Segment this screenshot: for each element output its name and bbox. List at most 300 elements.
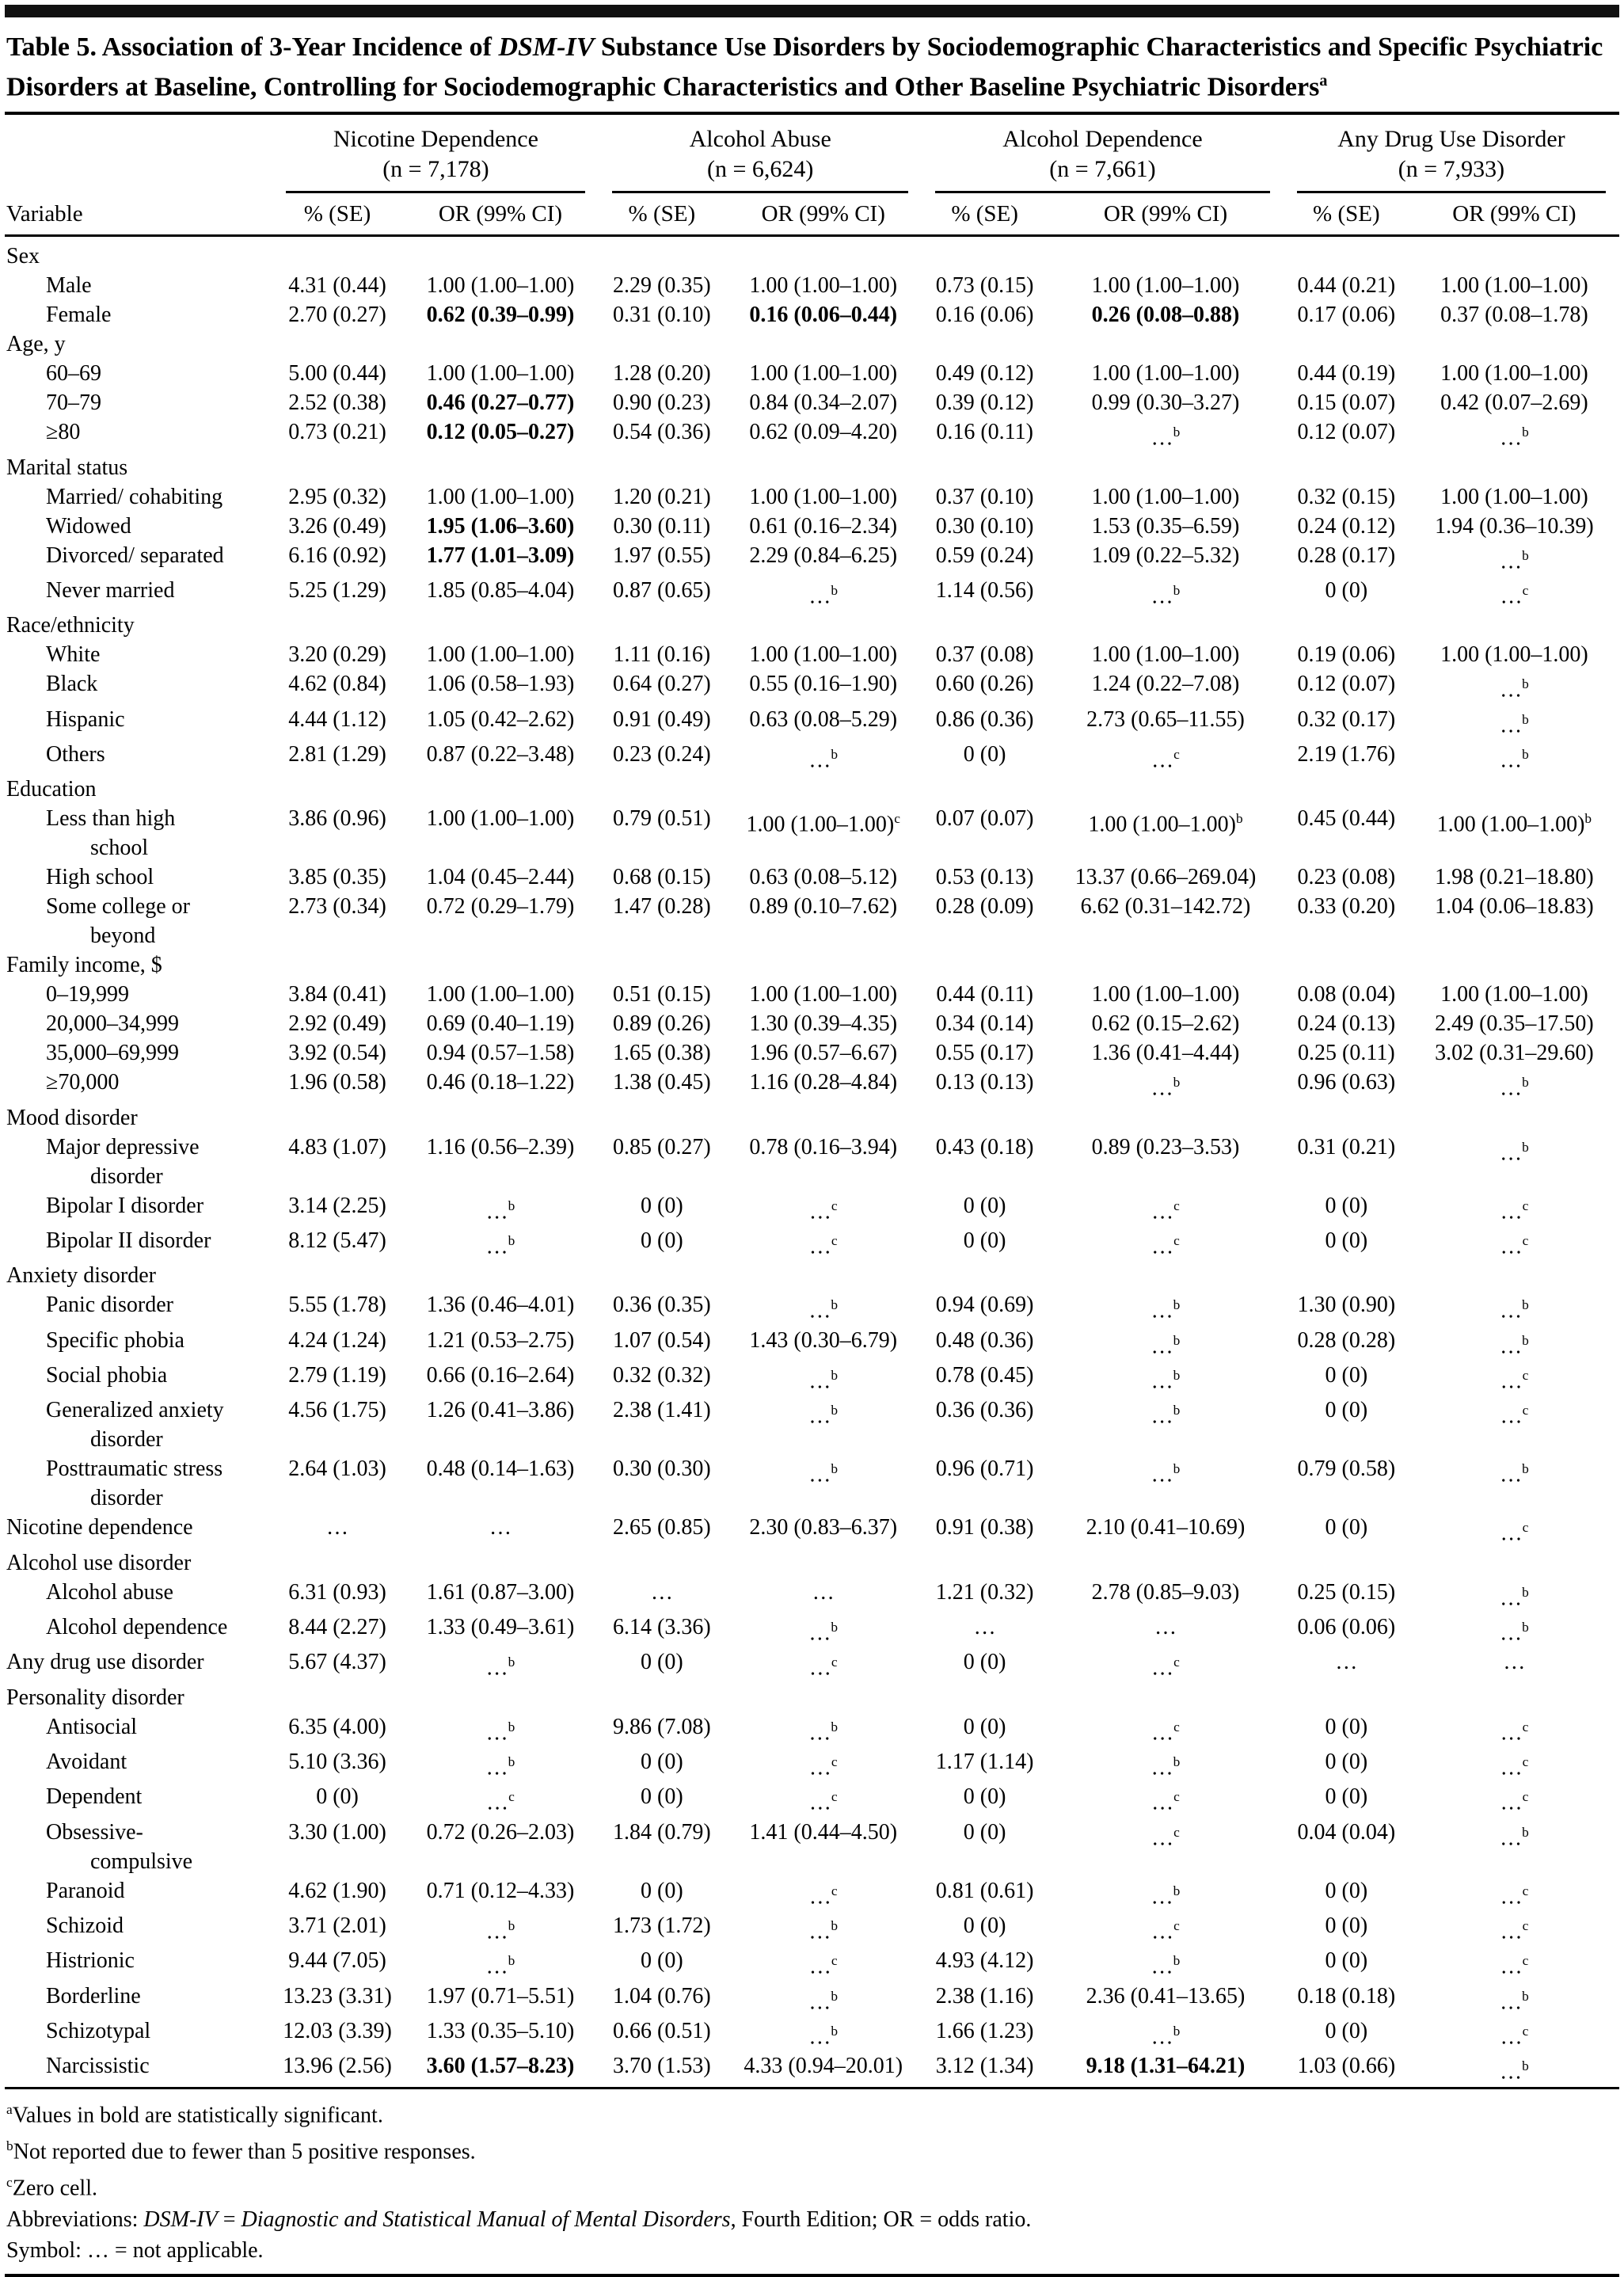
table-row [5, 740, 1619, 775]
value-cell: 1.97 (0.55) [613, 543, 711, 568]
value-cell: 1.28 (0.20) [613, 361, 711, 386]
value-cell: 1.00 (1.00–1.00) [1091, 484, 1240, 509]
value-cell: 0.62 (0.09–4.20) [749, 420, 898, 445]
row-label: Bipolar I disorder [46, 1193, 204, 1218]
value-cell: 0 (0) [1325, 1193, 1368, 1218]
value-cell: 1.36 (0.41–4.44) [1091, 1041, 1240, 1066]
value-cell: …$^b$ [808, 1917, 839, 1944]
value-cell: 2.78 (0.85–9.03) [1091, 1579, 1240, 1605]
value-cell: …$^b$ [1150, 2023, 1181, 2050]
value-cell: 2.95 (0.32) [288, 484, 386, 509]
value-cell: 1.20 (0.21) [613, 484, 711, 509]
value-cell: 1.11 (0.16) [613, 642, 711, 668]
value-cell: 0.25 (0.11) [1298, 1041, 1395, 1066]
value-cell: 1.09 (0.22–5.32) [1091, 543, 1240, 568]
value-cell: …$^b$ [1150, 1753, 1181, 1780]
row-label: Schizotypal [46, 2018, 151, 2043]
value-cell: 0.73 (0.15) [935, 273, 1034, 299]
value-cell: 0.55 (0.16–1.90) [749, 672, 898, 697]
value-cell: 3.60 (1.57–8.23) [426, 2054, 575, 2079]
subcolumn-header: % (SE) [1284, 194, 1409, 236]
table-row [5, 359, 1619, 388]
row-label: Schizoid [46, 1913, 124, 1938]
group-header: Alcohol Abuse (n = 6,624) [599, 115, 922, 194]
value-cell: …$^b$ [1500, 676, 1529, 703]
value-cell: 0.24 (0.13) [1297, 1011, 1396, 1037]
row-label: ≥80 [46, 420, 81, 445]
value-cell: 0.31 (0.10) [613, 303, 711, 328]
value-cell: 3.12 (1.34) [935, 2054, 1034, 2079]
value-cell: 12.03 (3.39) [283, 2018, 392, 2043]
value-cell: 0.66 (0.16–2.64) [426, 1362, 575, 1388]
row-label: Major depressive disorder [46, 1134, 200, 1189]
value-cell: 2.29 (0.35) [613, 273, 711, 299]
value-cell: 0.17 (0.06) [1297, 303, 1396, 328]
value-cell: 1.04 (0.06–18.83) [1435, 894, 1594, 920]
value-cell: …$^c$ [1500, 1232, 1529, 1259]
value-cell: 0.18 (0.18) [1297, 1983, 1396, 2009]
value-cell: …$^c$ [1151, 1789, 1180, 1815]
value-cell: …$^b$ [485, 1232, 515, 1259]
section-label: Age, y [6, 332, 66, 357]
value-cell: 0 (0) [1325, 1714, 1368, 1739]
value-cell: 4.62 (0.84) [288, 672, 386, 697]
value-cell: …$^c$ [808, 1232, 838, 1259]
value-cell: 0 (0) [1325, 2018, 1368, 2043]
value-cell: 5.55 (1.78) [288, 1293, 386, 1318]
value-cell: 1.96 (0.57–6.67) [749, 1041, 898, 1066]
value-cell: 0.94 (0.69) [935, 1293, 1034, 1318]
value-cell: 1.38 (0.45) [613, 1070, 711, 1095]
value-cell: 0.44 (0.11) [936, 982, 1033, 1007]
section-row [5, 236, 1619, 272]
value-cell: 1.53 (0.35–6.59) [1091, 513, 1240, 539]
value-cell: 0 (0) [641, 1228, 683, 1253]
value-cell: 0.62 (0.39–0.99) [426, 303, 575, 328]
value-cell: 0.90 (0.23) [613, 390, 711, 416]
value-cell: …$^b$ [1150, 582, 1181, 609]
value-cell: … [1503, 1650, 1526, 1675]
value-cell: 6.31 (0.93) [288, 1579, 386, 1605]
table-row [5, 417, 1619, 452]
value-cell: …$^c$ [1500, 2023, 1529, 2050]
value-cell: 6.16 (0.92) [288, 543, 386, 568]
table-row [5, 1226, 1619, 1261]
variable-column-header: Variable [5, 115, 272, 236]
value-cell: 0.33 (0.20) [1297, 894, 1396, 920]
value-cell: 0.91 (0.38) [935, 1515, 1034, 1540]
section-row [5, 1548, 1619, 1578]
value-cell: …$^c$ [808, 1753, 838, 1780]
value-cell: 0.44 (0.21) [1297, 273, 1396, 299]
value-cell: …$^b$ [1150, 1297, 1181, 1323]
value-cell: 0 (0) [963, 1650, 1006, 1675]
value-cell: …$^c$ [1500, 1953, 1529, 1979]
value-cell: …$^b$ [485, 1654, 515, 1681]
value-cell: 1.36 (0.46–4.01) [426, 1293, 575, 1318]
footnote-line: Symbol: … = not applicable. [6, 2237, 264, 2263]
value-cell: 0.26 (0.08–0.88) [1091, 303, 1240, 328]
value-cell: 1.47 (0.28) [613, 894, 711, 920]
table-row [5, 482, 1619, 512]
value-cell: 0.59 (0.24) [935, 543, 1034, 568]
value-cell: … [650, 1579, 673, 1605]
row-label: Never married [46, 577, 175, 603]
top-rule-bar [5, 5, 1619, 17]
value-cell: …$^b$ [1150, 425, 1181, 451]
value-cell: 0.36 (0.35) [613, 1293, 711, 1318]
subcolumn-header: OR (99% CI) [402, 194, 599, 236]
value-cell: 1.77 (1.01–3.09) [426, 543, 575, 568]
value-cell: 0.72 (0.26–2.03) [426, 1819, 575, 1845]
footnote-line: Abbreviations: DSM-IV = Diagnostic and Statistical Manual of Mental Disorders, Fourth Edition; OR = odds ratio. [6, 2207, 1032, 2232]
table-row [5, 669, 1619, 704]
value-cell: 0.31 (0.21) [1297, 1134, 1396, 1159]
row-label: Alcohol dependence [46, 1614, 228, 1639]
value-cell: 0.28 (0.17) [1297, 543, 1396, 568]
value-cell: 2.19 (1.76) [1297, 741, 1396, 767]
value-cell: 0 (0) [1325, 1913, 1368, 1938]
value-cell: …$^c$ [1151, 1232, 1180, 1259]
value-cell: 0.08 (0.04) [1297, 982, 1396, 1007]
section-label: Mood disorder [6, 1105, 138, 1130]
value-cell: 0.81 (0.61) [935, 1878, 1034, 1903]
table-row [5, 1712, 1619, 1747]
value-cell: … [1335, 1650, 1358, 1675]
value-cell: 9.18 (1.31–64.21) [1086, 2054, 1246, 2079]
value-cell: 0.36 (0.36) [935, 1398, 1034, 1423]
value-cell: 1.00 (1.00–1.00) [426, 806, 575, 832]
value-cell: 0.55 (0.17) [935, 1041, 1034, 1066]
value-cell: 2.73 (0.65–11.55) [1086, 706, 1245, 732]
section-row [5, 611, 1619, 640]
section-row [5, 775, 1619, 804]
value-cell: 0 (0) [641, 1878, 683, 1903]
value-cell: … [326, 1515, 349, 1540]
value-cell: 0.06 (0.06) [1297, 1614, 1396, 1639]
value-cell: 0 (0) [316, 1784, 359, 1810]
value-cell: 0.13 (0.13) [935, 1070, 1034, 1095]
value-cell: 1.00 (1.00–1.00) [749, 484, 898, 509]
row-label: Posttraumatic stress disorder [46, 1456, 223, 1511]
value-cell: 1.00 (1.00–1.00) [426, 982, 575, 1007]
section-label: Education [6, 777, 97, 802]
subcolumn-header: % (SE) [272, 194, 401, 236]
value-cell: 0.34 (0.14) [935, 1011, 1034, 1037]
value-cell: 0.66 (0.51) [613, 2018, 711, 2043]
value-cell: 1.73 (1.72) [613, 1913, 711, 1938]
table-row [5, 1982, 1619, 2016]
value-cell: 0.16 (0.06) [935, 303, 1034, 328]
value-cell: 1.00 (1.00–1.00) [1440, 484, 1588, 509]
value-cell: 0.46 (0.18–1.22) [426, 1070, 575, 1095]
value-cell: …$^c$ [1500, 1403, 1529, 1429]
value-cell: …$^b$ [1500, 1461, 1529, 1487]
value-cell: …$^c$ [1500, 1198, 1529, 1224]
value-cell: 3.70 (1.53) [613, 2054, 711, 2079]
value-cell: 0.37 (0.08–1.78) [1440, 303, 1588, 328]
value-cell: …$^c$ [1500, 582, 1529, 609]
row-label: Paranoid [46, 1878, 125, 1903]
value-cell: …$^c$ [1500, 1789, 1529, 1815]
value-cell: 0.28 (0.09) [935, 894, 1034, 920]
value-cell: 0.51 (0.15) [613, 982, 711, 1007]
value-cell: 3.14 (2.25) [288, 1193, 386, 1218]
row-label: Panic disorder [46, 1293, 173, 1318]
table-row [5, 1876, 1619, 1911]
value-cell: …$^b$ [1500, 2058, 1529, 2085]
value-cell: …$^b$ [1150, 1075, 1181, 1101]
value-cell: 1.00 (1.00–1.00) [1091, 361, 1240, 386]
table-body [5, 236, 1619, 2087]
value-cell: 0 (0) [1325, 1398, 1368, 1423]
value-cell: …$^b$ [1150, 1403, 1181, 1429]
value-cell: 0 (0) [963, 1819, 1006, 1845]
row-label: Obsessive- compulsive [46, 1819, 193, 1874]
row-label: ≥70,000 [46, 1070, 120, 1095]
value-cell: 0.24 (0.12) [1297, 513, 1396, 539]
section-label: Race/ethnicity [6, 613, 135, 638]
value-cell: 0.32 (0.15) [1297, 484, 1396, 509]
value-cell: 1.00 (1.00–1.00) [426, 273, 575, 299]
value-cell: …$^b$ [808, 1719, 839, 1745]
value-cell: 3.20 (0.29) [288, 642, 386, 668]
value-cell: 0.45 (0.44) [1297, 806, 1396, 832]
row-label: Hispanic [46, 706, 125, 732]
footnote-line: $^c$Zero cell. [6, 2175, 97, 2201]
table-title: Table 5. Association of 3-Year Incidence of DSM-IV Substance Use Disorders by Sociodemographic Characteristics and Specific Psychiatric Disorders at Baseline, Controlling for Sociodemographic Characteristics and Other Baseline Psychiatric Disorders$^a$ [6, 32, 1603, 102]
row-label: Male [46, 273, 92, 299]
value-cell: 2.10 (0.41–10.69) [1086, 1515, 1246, 1540]
value-cell: …$^c$ [1151, 1824, 1180, 1850]
row-label: Social phobia [46, 1362, 168, 1388]
value-cell: 0.78 (0.16–3.94) [749, 1134, 898, 1159]
value-cell: 2.36 (0.41–13.65) [1086, 1983, 1246, 2009]
section-row [5, 950, 1619, 980]
table-header [5, 115, 1619, 236]
value-cell: …$^b$ [1150, 1953, 1181, 1979]
value-cell: 0 (0) [641, 1948, 683, 1974]
group-header: Nicotine Dependence (n = 7,178) [272, 115, 599, 194]
value-cell: 0.54 (0.36) [613, 420, 711, 445]
table-row [5, 2051, 1619, 2086]
value-cell: 0.89 (0.10–7.62) [749, 894, 898, 920]
value-cell: …$^b$ [1500, 746, 1529, 773]
value-cell: 0.46 (0.27–0.77) [426, 390, 575, 416]
value-cell: 0 (0) [1325, 1749, 1368, 1774]
value-cell: 13.96 (2.56) [283, 2054, 392, 2079]
value-cell: 1.14 (0.56) [935, 577, 1034, 603]
value-cell: 0.91 (0.49) [613, 706, 711, 732]
section-label: Marital status [6, 455, 128, 480]
value-cell: 1.84 (0.79) [613, 1819, 711, 1845]
value-cell: …$^b$ [1150, 1883, 1181, 1909]
value-cell: …$^c$ [486, 1789, 515, 1815]
value-cell: …$^b$ [808, 1403, 839, 1429]
value-cell: 0 (0) [1325, 1515, 1368, 1540]
table-row [5, 1613, 1619, 1647]
table-row [5, 1068, 1619, 1102]
group-header: Any Drug Use Disorder (n = 7,933) [1284, 115, 1619, 194]
value-cell: 1.24 (0.22–7.08) [1091, 672, 1240, 697]
value-cell: 0 (0) [1325, 577, 1368, 603]
value-cell: … [812, 1579, 835, 1605]
table-row [5, 300, 1619, 329]
section-label: Personality disorder [6, 1685, 184, 1710]
row-label: Bipolar II disorder [46, 1228, 211, 1253]
value-cell: 0.04 (0.04) [1297, 1819, 1396, 1845]
value-cell: …$^b$ [1150, 1461, 1181, 1487]
value-cell: 0.30 (0.30) [613, 1456, 711, 1482]
table-row [5, 271, 1619, 300]
value-cell: 5.67 (4.37) [288, 1650, 386, 1675]
section-row [5, 453, 1619, 482]
value-cell: 1.00 (1.00–1.00) [1440, 642, 1588, 668]
value-cell: 1.98 (0.21–18.80) [1435, 865, 1594, 890]
value-cell: 1.66 (1.23) [935, 2018, 1034, 2043]
table-row [5, 1513, 1619, 1548]
value-cell: …$^b$ [485, 1917, 515, 1944]
value-cell: 0.99 (0.30–3.27) [1091, 390, 1240, 416]
value-cell: …$^b$ [808, 1367, 839, 1394]
value-cell: 0.07 (0.07) [935, 806, 1034, 832]
value-cell: 5.00 (0.44) [288, 361, 386, 386]
value-cell: 0.63 (0.08–5.12) [749, 865, 898, 890]
value-cell: 3.84 (0.41) [288, 982, 386, 1007]
value-cell: 1.00 (1.00–1.00) [426, 484, 575, 509]
value-cell: 0 (0) [963, 741, 1006, 767]
value-cell: 13.37 (0.66–269.04) [1074, 865, 1257, 890]
value-cell: 1.00 (1.00–1.00) [1440, 982, 1588, 1007]
value-cell: 0 (0) [963, 1193, 1006, 1218]
value-cell: 2.81 (1.29) [288, 741, 386, 767]
row-label: 0–19,999 [46, 982, 129, 1007]
section-label: Family income, $ [6, 953, 162, 978]
section-label: Alcohol use disorder [6, 1550, 192, 1575]
section-row [5, 1683, 1619, 1712]
value-cell: 0.28 (0.28) [1297, 1327, 1396, 1353]
value-cell: 1.30 (0.39–4.35) [749, 1011, 898, 1037]
value-cell: 2.38 (1.41) [613, 1398, 711, 1423]
value-cell: 0.87 (0.22–3.48) [426, 741, 575, 767]
value-cell: 1.00 (1.00–1.00) [749, 642, 898, 668]
value-cell: …$^b$ [808, 746, 839, 773]
value-cell: 3.02 (0.31–29.60) [1435, 1041, 1594, 1066]
value-cell: 2.79 (1.19) [288, 1362, 386, 1388]
row-label: 35,000–69,999 [46, 1041, 179, 1066]
table-row [5, 1361, 1619, 1396]
value-cell: …$^b$ [1500, 1139, 1529, 1165]
value-cell: 1.61 (0.87–3.00) [426, 1579, 575, 1605]
value-cell: …$^b$ [1500, 711, 1529, 737]
value-cell: 0.32 (0.32) [613, 1362, 711, 1388]
row-label: Widowed [46, 513, 131, 539]
value-cell: 0.16 (0.11) [936, 420, 1033, 445]
value-cell: …$^c$ [1151, 1654, 1180, 1681]
value-cell: 6.62 (0.31–142.72) [1080, 894, 1251, 920]
table-row [5, 541, 1619, 576]
value-cell: …$^c$ [1500, 1367, 1529, 1394]
value-cell: 0.30 (0.11) [613, 513, 711, 539]
table-row [5, 388, 1619, 417]
table-row [5, 892, 1619, 950]
value-cell: 0.16 (0.06–0.44) [749, 303, 898, 328]
table-row [5, 576, 1619, 611]
row-label: Less than high school [46, 806, 176, 861]
table-row [5, 1009, 1619, 1038]
value-cell: 4.83 (1.07) [288, 1134, 386, 1159]
value-cell: 1.26 (0.41–3.86) [426, 1398, 575, 1423]
value-cell: …$^c$ [1500, 1753, 1529, 1780]
value-cell: 1.33 (0.35–5.10) [426, 2018, 575, 2043]
value-cell: …$^c$ [808, 1789, 838, 1815]
bottom-rule [5, 2274, 1619, 2277]
value-cell: 1.06 (0.58–1.93) [426, 672, 575, 697]
value-cell: 0.89 (0.26) [613, 1011, 711, 1037]
value-cell: 1.00 (1.00–1.00) [426, 361, 575, 386]
value-cell: 1.95 (1.06–3.60) [426, 513, 575, 539]
table-row [5, 1911, 1619, 1946]
value-cell: …$^b$ [808, 582, 839, 609]
row-label: Dependent [46, 1784, 143, 1810]
row-label: Narcissistic [46, 2054, 150, 2079]
value-cell: 0.30 (0.10) [935, 513, 1034, 539]
table-row [5, 1454, 1619, 1513]
row-label: Others [46, 741, 105, 767]
value-cell: 1.00 (1.00–1.00) [1091, 642, 1240, 668]
value-cell: 1.04 (0.76) [613, 1983, 711, 2009]
row-label: Histrionic [46, 1948, 135, 1974]
value-cell: 1.21 (0.32) [935, 1579, 1034, 1605]
value-cell: 4.62 (1.90) [288, 1878, 386, 1903]
value-cell: 0 (0) [963, 1913, 1006, 1938]
value-cell: 1.85 (0.85–4.04) [426, 577, 575, 603]
value-cell: 0.60 (0.26) [935, 672, 1034, 697]
footnotes [5, 2089, 1619, 2274]
row-label: Divorced/ separated [46, 543, 224, 568]
value-cell: 4.24 (1.24) [288, 1327, 386, 1353]
value-cell: 1.00 (1.00–1.00) [1440, 273, 1588, 299]
value-cell: 0.62 (0.15–2.62) [1091, 1011, 1240, 1037]
value-cell: 1.07 (0.54) [613, 1327, 711, 1353]
value-cell: 0 (0) [641, 1784, 683, 1810]
footnote-line: $^b$Not reported due to fewer than 5 positive responses. [6, 2138, 476, 2165]
value-cell: 0.48 (0.14–1.63) [426, 1456, 575, 1482]
row-label: Any drug use disorder [6, 1650, 204, 1675]
value-cell: 1.00 $(1.00-1.00)^c$ [746, 811, 900, 837]
value-cell: 0.48 (0.36) [935, 1327, 1034, 1353]
value-cell: 1.16 (0.56–2.39) [426, 1134, 575, 1159]
value-cell: 1.33 (0.49–3.61) [426, 1614, 575, 1639]
value-cell: 0.19 (0.06) [1297, 642, 1396, 668]
value-cell: 1.43 (0.30–6.79) [749, 1327, 898, 1353]
value-cell: 0.96 (0.71) [935, 1456, 1034, 1482]
row-label: Alcohol abuse [46, 1579, 173, 1605]
value-cell: 1.21 (0.53–2.75) [426, 1327, 575, 1353]
row-label: High school [46, 865, 154, 890]
value-cell: 1.05 (0.42–2.62) [426, 706, 575, 732]
value-cell: 2.38 (1.16) [935, 1983, 1034, 2009]
value-cell: …$^b$ [808, 1988, 839, 2014]
value-cell: 0.84 (0.34–2.07) [749, 390, 898, 416]
value-cell: …$^b$ [1500, 1619, 1529, 1646]
section-row [5, 1261, 1619, 1290]
value-cell: …$^b$ [1500, 1332, 1529, 1358]
subcolumn-header: OR (99% CI) [1048, 194, 1284, 236]
footnote-line: $^a$Values in bold are statistically significant. [6, 2101, 383, 2127]
subcolumn-header: % (SE) [922, 194, 1048, 236]
value-cell: 2.92 (0.49) [288, 1011, 386, 1037]
